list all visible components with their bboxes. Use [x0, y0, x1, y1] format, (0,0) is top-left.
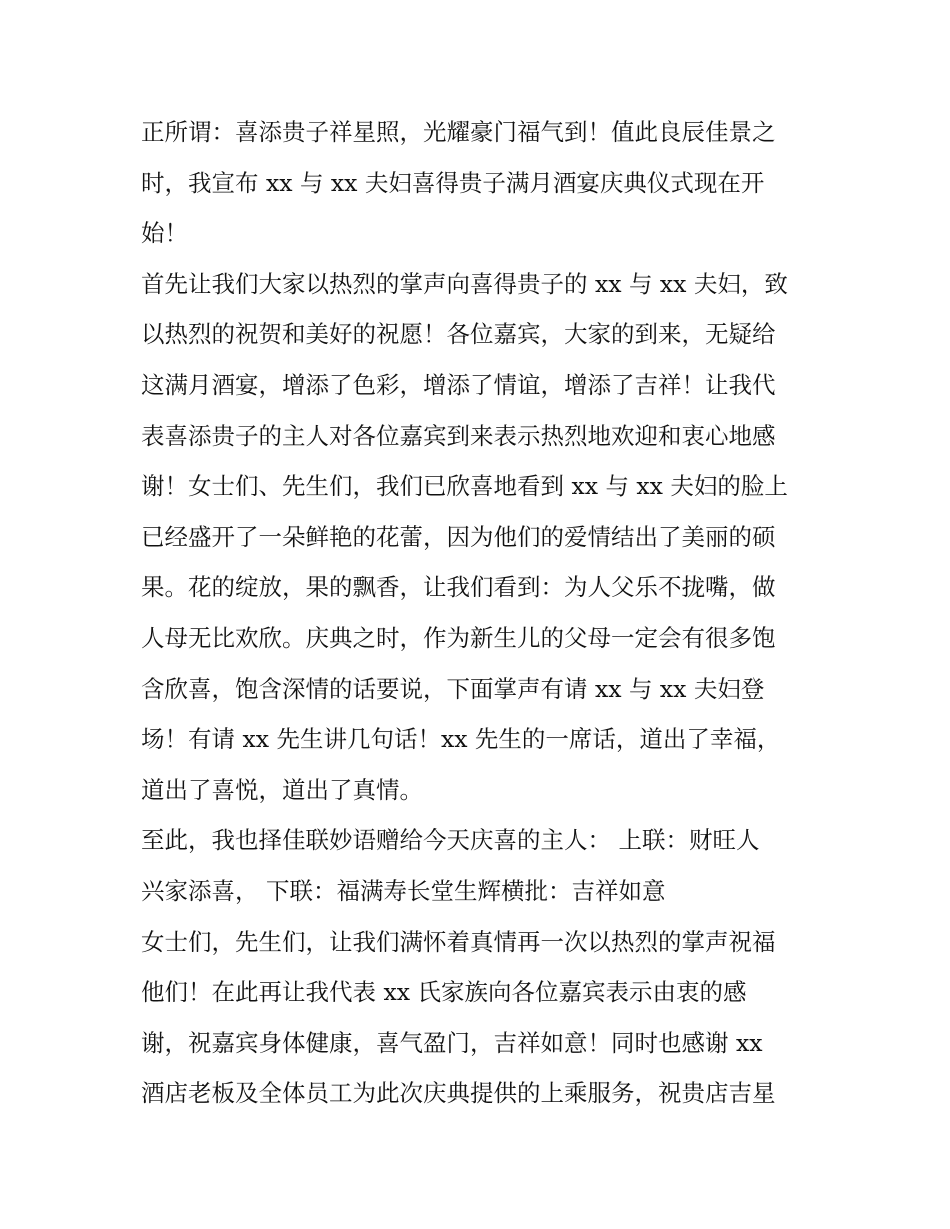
text-line: 谢，祝嘉宾身体健康，喜气盈门，吉祥如意！同时也感谢 xx [141, 1028, 763, 1057]
text-line: 正所谓：喜添贵子祥星照，光耀豪门福气到！值此良辰佳景之 [141, 118, 776, 146]
text-line: 至此，我也择佳联妙语赠给今天庆喜的主人： 上联：财旺人 [141, 826, 760, 855]
text-line: 他们！在此再让我代表 xx 氏家族向各位嘉宾表示由衷的感 [141, 978, 747, 1007]
text-line: 酒店老板及全体员工为此次庆典提供的上乘服务，祝贵店吉星 [141, 1079, 776, 1108]
text-line: 已经盛开了一朵鲜艳的花蕾，因为他们的爱情结出了美丽的硕 [141, 522, 776, 551]
text-line: 始！ [141, 219, 188, 248]
text-line: 谢！女士们、先生们，我们已欣喜地看到 xx 与 xx 夫妇的脸上 [141, 472, 788, 501]
text-line: 兴家添喜， 下联：福满寿长堂生辉横批：吉祥如意 [141, 876, 666, 905]
text-line: 首先让我们大家以热烈的掌声向喜得贵子的 xx 与 xx 夫妇，致 [141, 269, 788, 298]
text-line: 女士们，先生们，让我们满怀着真情再一次以热烈的掌声祝福 [141, 927, 776, 956]
text-line: 以热烈的祝贺和美好的祝愿！各位嘉宾，大家的到来，无疑给 [141, 320, 776, 349]
text-line: 含欣喜，饱含深情的话要说，下面掌声有请 xx 与 xx 夫妇登 [141, 674, 765, 703]
text-line: 果。花的绽放，果的飘香，让我们看到：为人父乐不拢嘴，做 [141, 573, 776, 602]
document-body [141, 107, 821, 1119]
text-line: 道出了喜悦，道出了真情。 [141, 775, 423, 804]
text-line: 人母无比欢欣。庆典之时，作为新生儿的父母一定会有很多饱 [141, 623, 776, 652]
text-line: 时，我宣布 xx 与 xx 夫妇喜得贵子满月酒宴庆典仪式现在开 [141, 168, 765, 197]
text-line: 这满月酒宴，增添了色彩，增添了情谊，增添了吉祥！让我代 [141, 370, 776, 399]
text-line: 场！有请 xx 先生讲几句话！xx 先生的一席话，道出了幸福， [141, 725, 781, 754]
text-line: 表喜添贵子的主人对各位嘉宾到来表示热烈地欢迎和衷心地感 [141, 421, 776, 450]
